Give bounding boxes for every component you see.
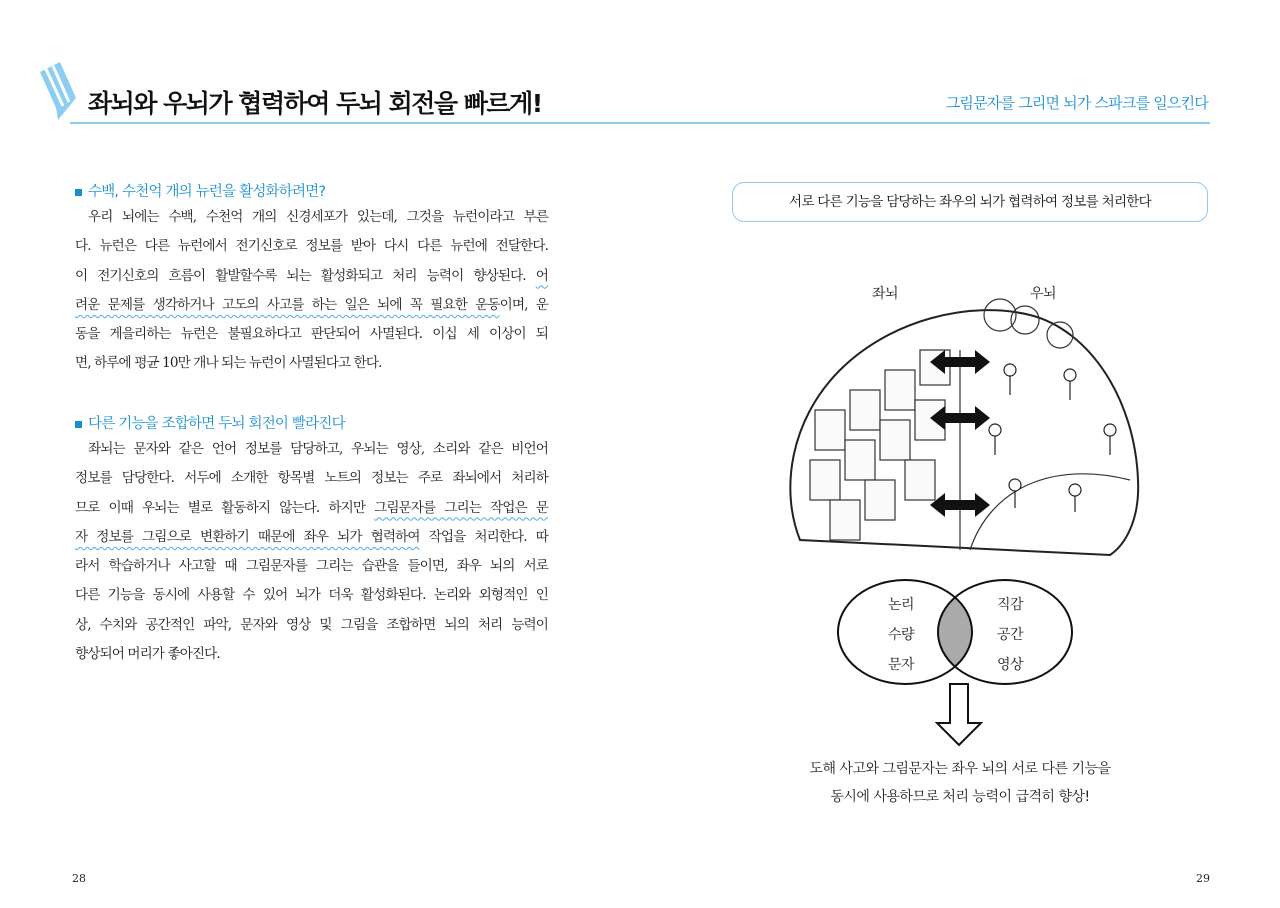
text-segment: 면, 하루에 평균 10만 개나 되는 뉴런이 사멸된다고 한다. [75, 355, 382, 372]
running-head: 그림문자를 그리면 뇌가 스파크를 일으킨다 [945, 94, 1208, 112]
conclusion-line: 동시에 사용하므로 처리 능력이 급격히 향상! [830, 789, 1090, 805]
body-paragraph-2 [75, 435, 548, 669]
text-line [75, 262, 548, 291]
text-line [75, 232, 548, 261]
text-segment: 다. 뉴런은 다른 뉴런에서 전기신호로 정보를 받아 다시 다른 뉴런에 전달한다. [75, 238, 548, 255]
text-line [75, 640, 548, 669]
text-line [75, 581, 548, 610]
page-title: 좌뇌와 우뇌가 협력하여 두뇌 회전을 빠르게! [88, 89, 542, 118]
underlined-text: 자 정보를 그림으로 변환하기 때문에 좌우 뇌가 협력하여 [75, 528, 420, 545]
venn-left-item: 문자 [888, 657, 915, 673]
text-segment: 정보를 담당한다. 서두에 소개한 항목별 노트의 정보는 주로 좌뇌에서 처리하 [75, 470, 548, 487]
text-segment: 동을 게을리하는 뉴런은 불필요하다고 판단되어 사멸된다. 이십 세 이상이 되 [75, 326, 548, 343]
figure-caption-box: 서로 다른 기능을 담당하는 좌우의 뇌가 협력하여 정보를 처리한다 [732, 182, 1208, 222]
left-brain-label: 좌뇌 [872, 286, 899, 302]
text-line [75, 523, 548, 552]
venn-right-item: 공간 [997, 627, 1024, 643]
text-segment: 라서 학습하거나 사고할 때 그림문자를 그리는 습관을 들이면, 좌우 뇌의 서로 [75, 558, 548, 575]
section-heading-text: 다른 기능을 조합하면 두뇌 회전이 빨라진다 [88, 416, 345, 432]
text-segment: 향상되어 머리가 좋아진다. [75, 646, 220, 663]
text-segment: 작업을 처리한다. 따 [419, 528, 548, 545]
text-line [75, 494, 548, 523]
venn-left-item: 수량 [888, 627, 915, 643]
underlined-text: 어 [535, 267, 548, 284]
down-arrow-icon [935, 683, 983, 747]
text-segment: 다른 기능을 동시에 사용할 수 있어 뇌가 더욱 활성화된다. 논리와 외형적인 인 [75, 587, 548, 604]
underlined-text: 그림문자를 그리는 작업은 문 [374, 499, 548, 516]
text-line [75, 435, 548, 464]
brain-illustration [770, 290, 1150, 580]
header-rule [70, 122, 1210, 124]
text-line [75, 611, 548, 640]
conclusion-line: 도해 사고와 그림문자는 좌우 뇌의 서로 다른 기능을 [809, 761, 1111, 777]
text-line [75, 552, 548, 581]
text-line [75, 464, 548, 493]
underlined-text: 려운 문제를 생각하거나 고도의 사고를 하는 일은 뇌에 꼭 필요한 운동 [75, 296, 500, 313]
page-number-right: 29 [1196, 872, 1210, 885]
section-heading-2 [75, 412, 345, 433]
section-heading-text: 수백, 수천억 개의 뉴런을 활성화하려면? [88, 184, 326, 200]
text-segment: 이며, 운 [499, 296, 548, 313]
text-segment: 상, 수치와 공간적인 파악, 문자와 영상 및 그림을 조합하면 뇌의 처리 능력이 [75, 616, 548, 633]
text-line [75, 349, 548, 378]
section-heading-1 [75, 180, 325, 201]
text-segment: 므로 이때 우뇌는 별로 활동하지 않는다. 하지만 [75, 499, 375, 516]
pencil-icon [36, 60, 80, 122]
text-segment: 이 전기신호의 흐름이 활발할수록 뇌는 활성화되고 처리 능력이 향상된다. [75, 267, 536, 284]
text-segment: 좌뇌는 문자와 같은 언어 정보를 담당하고, 우뇌는 영상, 소리와 같은 비언어 [88, 441, 548, 457]
bullet-square-icon [75, 421, 82, 428]
text-line [75, 320, 548, 349]
venn-right-item: 영상 [997, 657, 1024, 673]
venn-left-item: 논리 [888, 597, 915, 613]
text-segment: 우리 뇌에는 수백, 수천억 개의 신경세포가 있는데, 그것을 뉴런이라고 부른 [88, 209, 548, 225]
text-line [75, 203, 548, 232]
page-number-left: 28 [72, 872, 86, 885]
body-paragraph-1 [75, 203, 548, 379]
venn-right-item: 직감 [997, 597, 1024, 613]
text-line [75, 291, 548, 320]
right-brain-label: 우뇌 [1030, 286, 1057, 302]
bullet-square-icon [75, 189, 82, 196]
venn-diagram [835, 575, 1080, 690]
